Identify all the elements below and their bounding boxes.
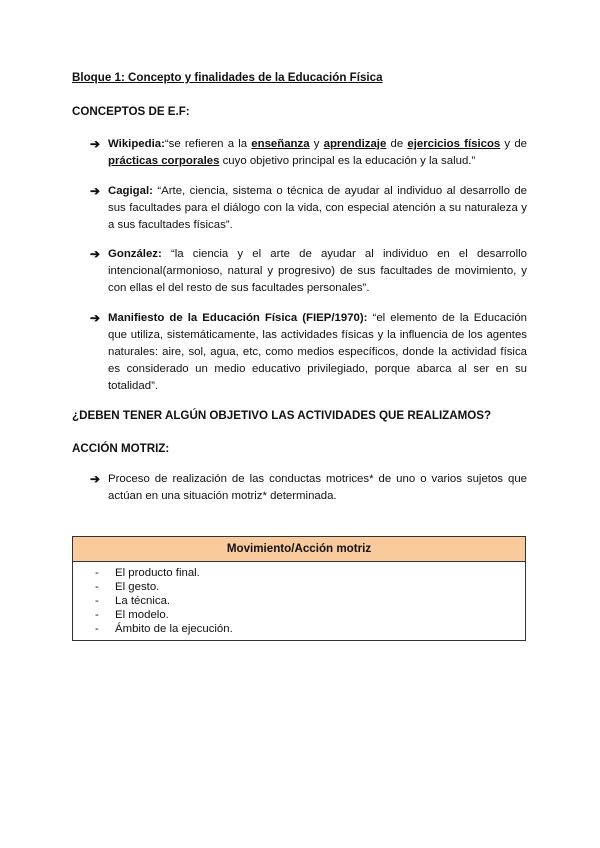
definition-text: cuyo objetivo principal es la educación y la salud.”	[219, 155, 476, 167]
definition-source: Wikipedia:	[108, 138, 165, 150]
keyword-link[interactable]: aprendizaje	[323, 138, 387, 150]
table-row	[73, 566, 525, 580]
list-item-gonzalez	[90, 246, 527, 297]
keyword-link[interactable]: prácticas corporales	[108, 155, 220, 167]
table-row	[73, 622, 525, 636]
list-item-accion-motriz	[90, 471, 527, 505]
section-heading-conceptos: CONCEPTOS DE E.F:	[72, 105, 190, 118]
dash-bullet: -	[95, 623, 99, 635]
movimiento-table	[72, 536, 526, 641]
keyword-link[interactable]: enseñanza	[251, 138, 310, 150]
table-cell: El gesto.	[115, 581, 160, 593]
arrow-bullet-icon: ➔	[90, 137, 101, 151]
page-title: Bloque 1: Concepto y finalidades de la Educación Física	[72, 71, 383, 84]
definition-text: “la ciencia y el arte de ayudar al individuo en el desarrollo intencional(armonioso, natural y progresivo) de sus facultades de movimiento, y con ellas el del resto de sus facultades personales”.	[108, 248, 527, 294]
table-header: Movimiento/Acción motriz	[73, 537, 525, 562]
definition-text: de	[386, 138, 408, 150]
list-item-cagigal	[90, 183, 527, 234]
definition-text: y de	[500, 138, 527, 150]
definition-text: “el elemento de la Educación que utiliza, sistemáticamente, las actividades físicas y la influencia de los agentes naturales: aire, sol, agua, etc, como medios específicos, donde la actividad física es considerado un medio educativo privilegiado, porque abarca al ser en su totalidad”.	[108, 312, 527, 392]
definition-text: Proceso de realización de las conductas motrices* de uno o varios sujetos que actúan en una situación motriz* determinada.	[108, 473, 527, 502]
table-row	[73, 580, 525, 594]
definition-source: González:	[108, 248, 162, 260]
question-heading: ¿DEBEN TENER ALGÚN OBJETIVO LAS ACTIVIDADES QUE REALIZAMOS?	[72, 409, 492, 422]
dash-bullet: -	[95, 567, 99, 579]
list-item-manifiesto	[90, 310, 527, 395]
dash-bullet: -	[95, 595, 99, 607]
arrow-bullet-icon: ➔	[90, 311, 101, 325]
definition-text: “Arte, ciencia, sistema o técnica de ayudar al individuo al desarrollo de sus facultades para el diálogo con la vida, con especial atención a su naturaleza y a sus facultades físicas”.	[108, 185, 527, 231]
table-body	[73, 562, 525, 640]
section-heading-accion-motriz: ACCIÓN MOTRIZ:	[72, 442, 170, 455]
arrow-bullet-icon: ➔	[90, 247, 101, 261]
table-row	[73, 594, 525, 608]
dash-bullet: -	[95, 581, 99, 593]
arrow-bullet-icon: ➔	[90, 472, 101, 486]
table-cell: El modelo.	[115, 609, 169, 621]
list-item-wikipedia	[90, 136, 527, 170]
table-cell: El producto final.	[115, 567, 200, 579]
table-row	[73, 608, 525, 622]
definition-source: Manifiesto de la Educación Física (FIEP/1970):	[108, 312, 368, 324]
table-cell: Ámbito de la ejecución.	[115, 623, 233, 635]
definition-text: “se refieren a la	[164, 138, 252, 150]
keyword-link[interactable]: ejercicios físicos	[407, 138, 501, 150]
dash-bullet: -	[95, 609, 99, 621]
table-cell: La técnica.	[115, 595, 171, 607]
definition-source: Cagigal:	[108, 185, 153, 197]
arrow-bullet-icon: ➔	[90, 184, 101, 198]
definition-text: y	[309, 138, 324, 150]
